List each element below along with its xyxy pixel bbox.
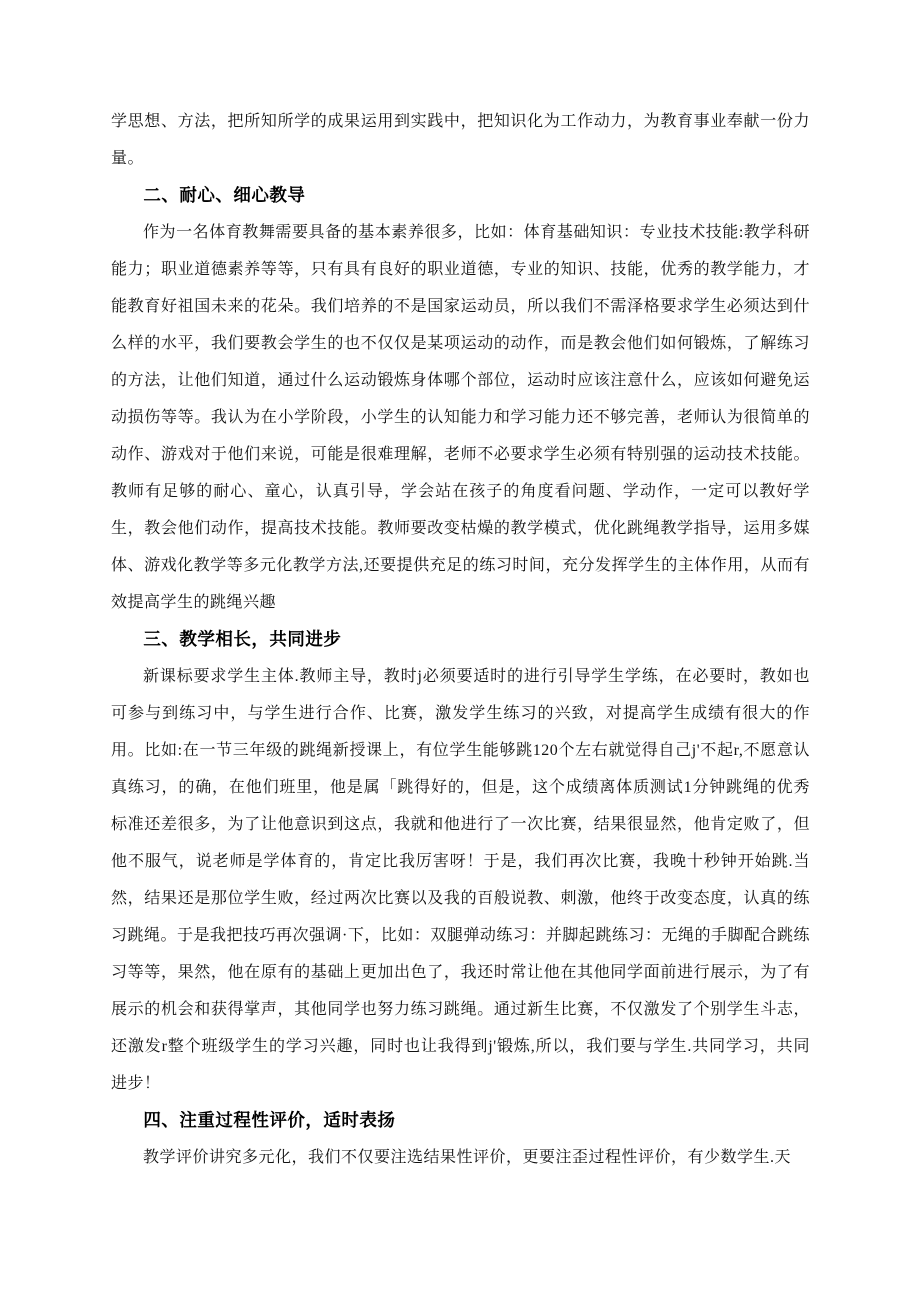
paragraph-process-evaluation: 教学评价讲究多元化，我们不仅要注选结果性评价，更要注歪过程性评价，有少数学生.天	[143, 1149, 792, 1166]
section-heading-4: 四、注重过程性评价，适时表扬	[143, 1110, 396, 1130]
paragraph-continued: 学思想、方法，把所知所学的成果运用到实践中，把知识化为工作动力，为教育事业奉献一份力量。	[111, 113, 810, 167]
paragraph-patience-teaching: 作为一名体育教舞需要具备的基本素养很多，比如：体育基础知识：专业技术技能:教学科研能力；职业道德素养等等，只有具有良好的职业道德，专业的知识、技能，优秀的教学能力，才能教育好祖国未来的花朵。我们培养的不是国家运动员，所以我们不需泽格要求学生必须达到什么样的水平，我们要教会学生的也不仅仅是某项运动的动作，而是教会他们如何锻炼，了解练习的方法，让他们知道，通过什么运动锻炼身体哪个部位，运动时应该注意什么，应该如何避免运动损伤等等。我认为在小学阶段，小学生的认知能力和学习能力还不够完善，老师认为很简单的动作、游戏对于他们来说，可能是很难理解，老师不必要求学生必须有特别强的运动技术技能。教师有足够的耐心、童心，认真引导，学会站在孩子的角度看问题、学动作，一定可以教好学生，教会他们动作，提高技术技能。教师要改变枯燥的教学模式，优化跳绳教学指导，运用多媒体、游戏化教学等多元化教学方法,还要提供充足的练习时间，充分发挥学生的主体作用，从而有效提高学生的跳绳兴趣	[111, 224, 810, 611]
paragraph-teach-learn-progress: 新课标要求学生主体.教师主导，教时j必须要适时的进行引导学生学练，在必要时，教如也可参与到练习中，与学生进行合作、比赛，激发学生练习的兴致，对提高学生成绩有很大的作用。比如:在一节三年级的跳绳新授课上，有位学生能够跳120个左右就觉得自己j'不起r,不愿意认真练习，的确，在他们班里，他是属「跳得好的，但是，这个成绩离体质测试1分钟跳绳的优秀标准还差很多，为了让他意识到这点，我就和他进行了一次比赛，结果很显然，他肯定败了，但他不服气，说老师是学体育的，肯定比我厉害呀！于是，我们再次比赛，我晚十秒钟开始跳.当然，结果还是那位学生败，经过两次比赛以及我的百般说教、刺激，他终于改变态度，认真的练习跳绳。于是我把技巧再次强调·下，比如：双腿弹动练习：并脚起跳练习：无绳的手脚配合跳练习等等，果然，他在原有的基础上更加出色了，我还时常让他在其他同学面前进行展示，为了有展示的机会和获得掌声，其他同学也努力练习跳绳。通过新生比赛，不仅激发了个别学生斗志，还激发r整个班级学生的学习兴趣，同时也让我得到j'锻炼,所以，我们要与学生.共同学习，共同进步！	[111, 668, 810, 1092]
section-heading-3: 三、教学相长，共同进步	[143, 629, 342, 649]
document-body	[111, 103, 810, 1176]
section-heading-2: 二、耐心、细心教导	[143, 185, 306, 205]
